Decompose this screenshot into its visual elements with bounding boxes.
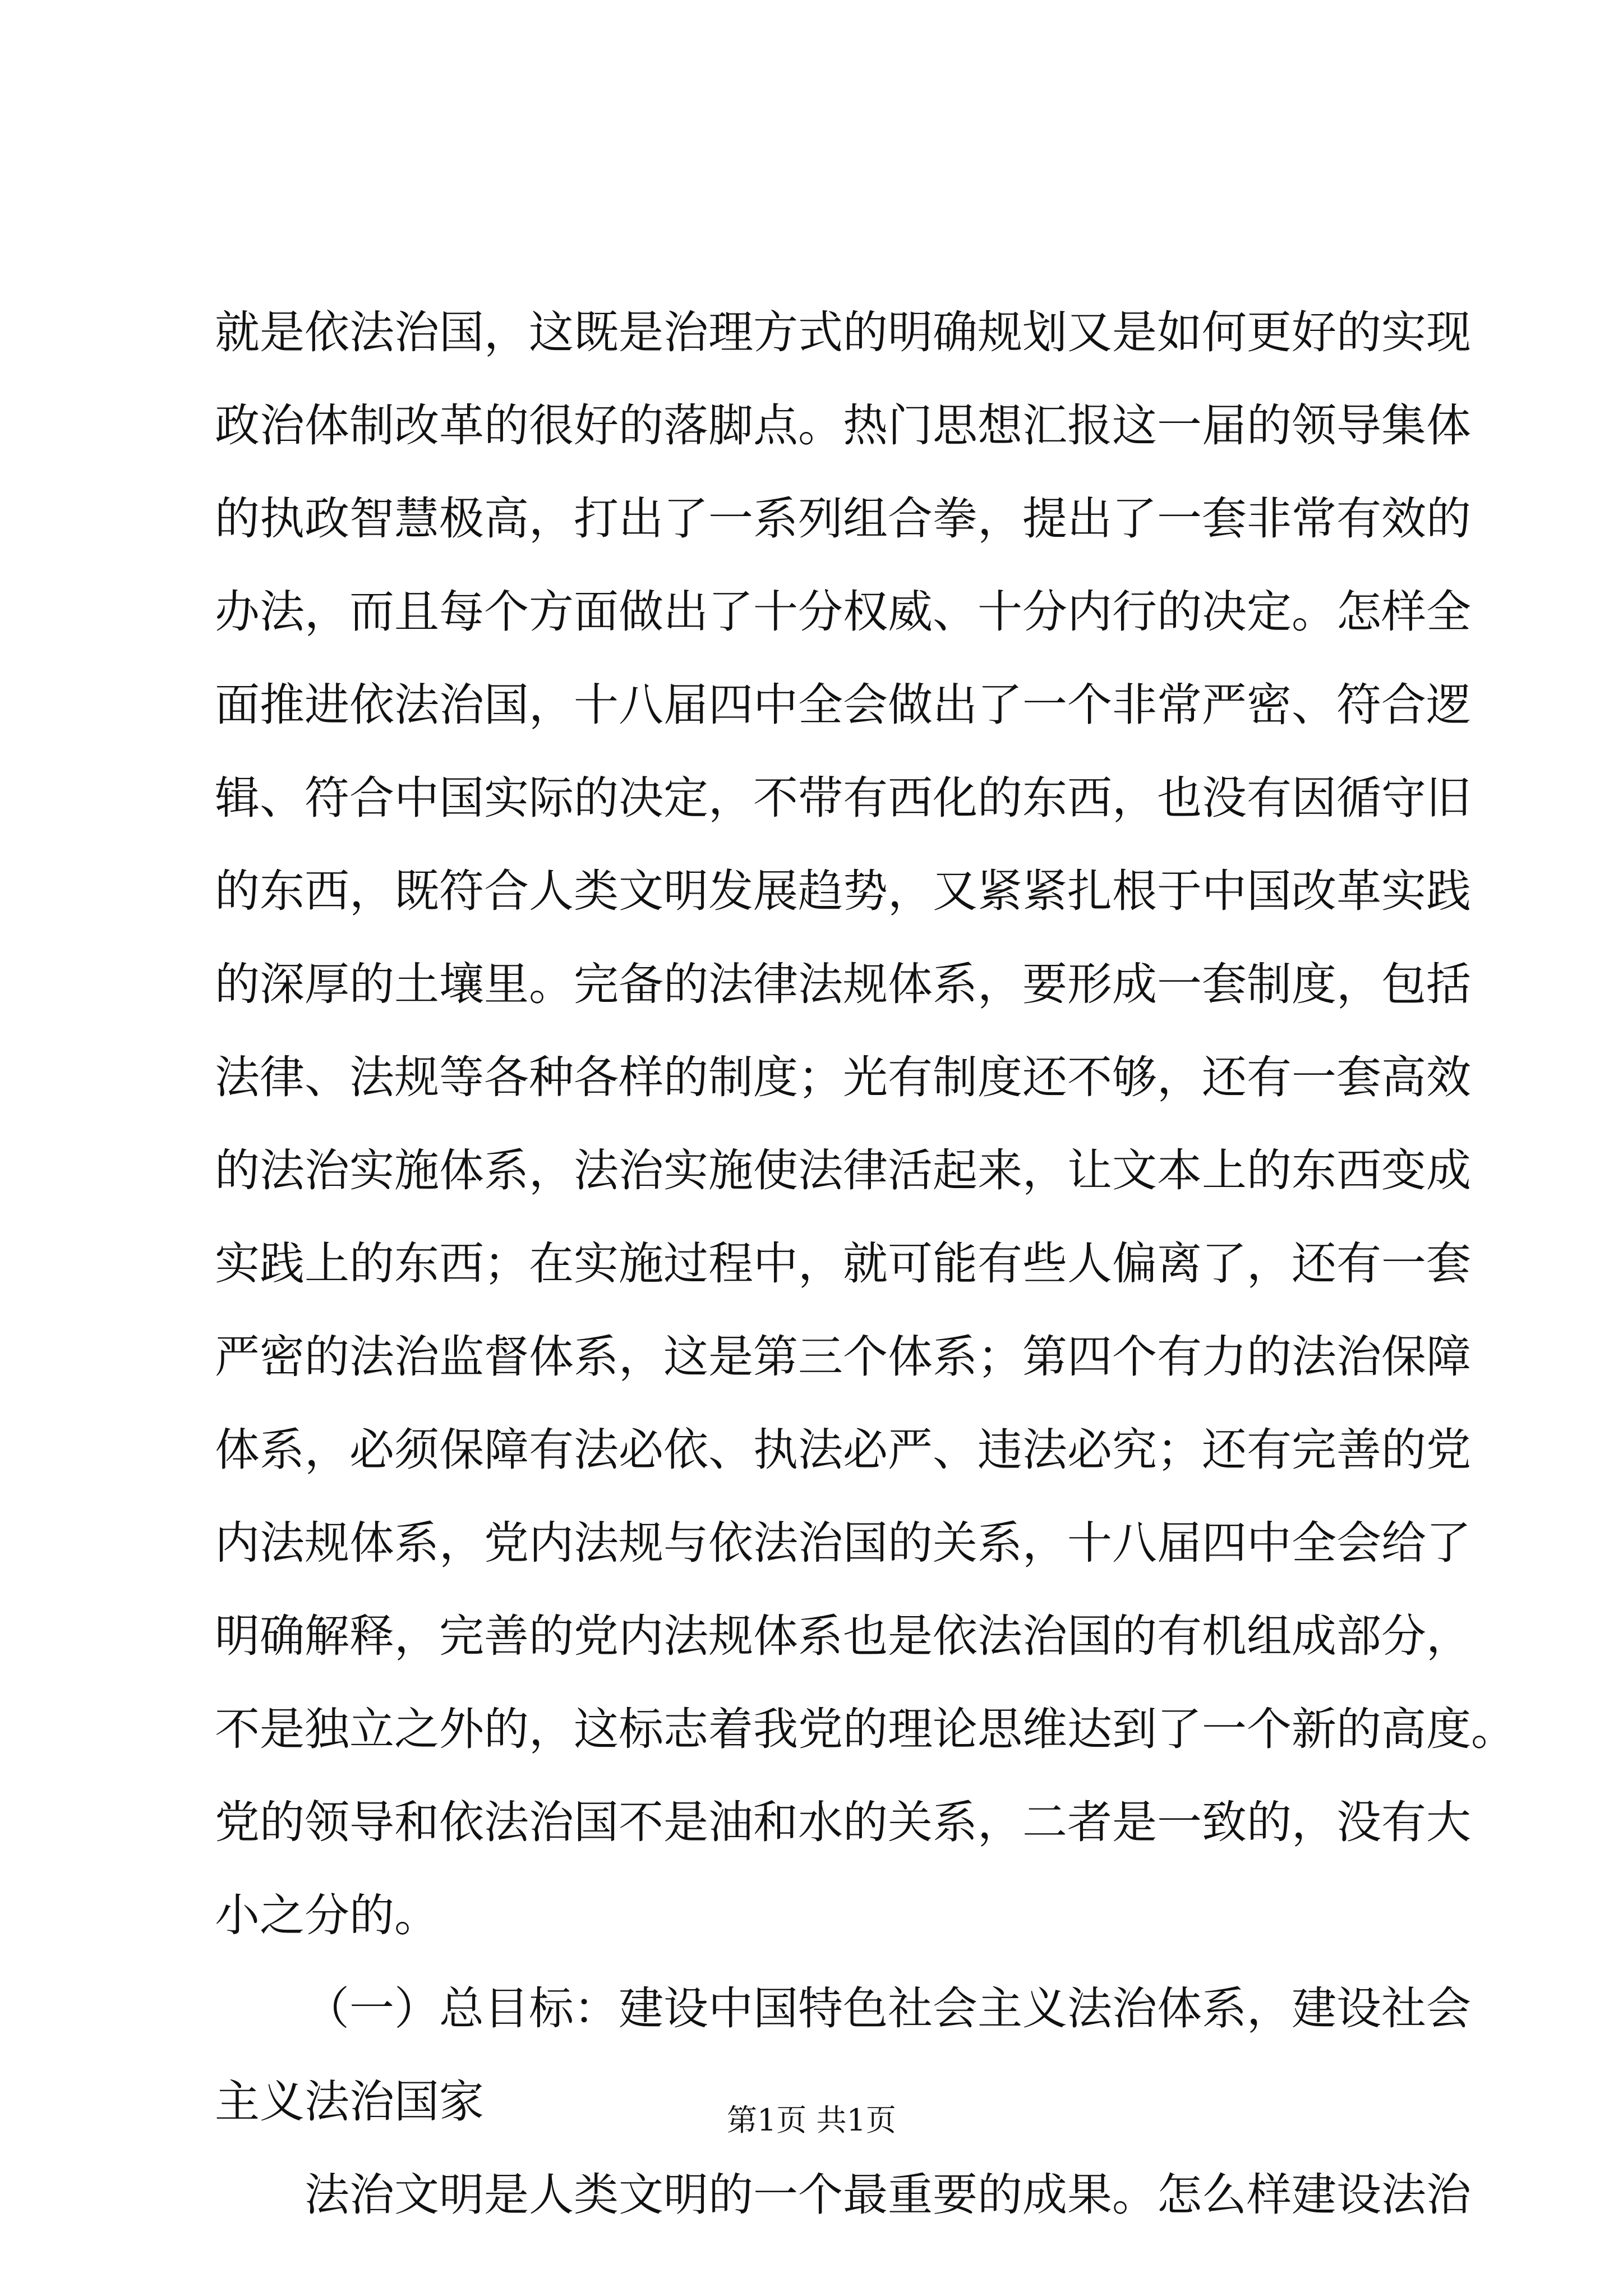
section-heading-continued: 主义法治国家 [215, 2076, 484, 2128]
text-line: 的执政智慧极高，打出了一系列组合拳，提出了一套非常有效的 [215, 493, 1471, 545]
text-line: 办法，而且每个方面做出了十分权威、十分内行的决定。怎样全 [215, 586, 1471, 638]
text-line: 辑、符合中国实际的决定，不带有西化的东西，也没有因循守旧 [215, 772, 1471, 824]
page-footer: 第1页 共1页 [727, 2102, 896, 2138]
text-line: 面推进依法治国，十八届四中全会做出了一个非常严密、符合逻 [215, 679, 1471, 731]
text-line: 政治体制改革的很好的落脚点。热门思想汇报这一届的领导集体 [215, 399, 1471, 452]
text-line: 严密的法治监督体系，这是第三个体系；第四个有力的法治保障 [215, 1331, 1471, 1383]
text-line: 内法规体系，党内法规与依法治国的关系，十八届四中全会给了 [215, 1517, 1471, 1569]
section-heading: （一）总目标：建设中国特色社会主义法治体系，建设社会 [305, 1982, 1471, 2035]
text-line: 实践上的东西；在实施过程中，就可能有些人偏离了，还有一套 [215, 1237, 1471, 1290]
text-line: 党的领导和依法治国不是油和水的关系，二者是一致的，没有大 [215, 1796, 1471, 1848]
text-line: 明确解释，完善的党内法规体系也是依法治国的有机组成部分， [215, 1610, 1471, 1662]
text-line: 就是依法治国，这既是治理方式的明确规划又是如何更好的实现 [215, 306, 1471, 358]
text-line: 的深厚的土壤里。完备的法律法规体系，要形成一套制度，包括 [215, 958, 1471, 1010]
text-line: 的法治实施体系，法治实施使法律活起来，让文本上的东西变成 [215, 1144, 1471, 1197]
text-line: 不是独立之外的，这标志着我党的理论思维达到了一个新的高度。 [215, 1703, 1516, 1755]
text-line: 小之分的。 [215, 1889, 439, 1941]
text-line: 体系，必须保障有法必依、执法必严、违法必究；还有完善的党 [215, 1424, 1471, 1476]
text-line: 的东西，既符合人类文明发展趋势，又紧紧扎根于中国改革实践 [215, 865, 1471, 917]
text-line: 法律、法规等各种各样的制度；光有制度还不够，还有一套高效 [215, 1051, 1471, 1103]
text-line: 法治文明是人类文明的一个最重要的成果。怎么样建设法治 [305, 2169, 1471, 2221]
body-text [215, 286, 1516, 2242]
